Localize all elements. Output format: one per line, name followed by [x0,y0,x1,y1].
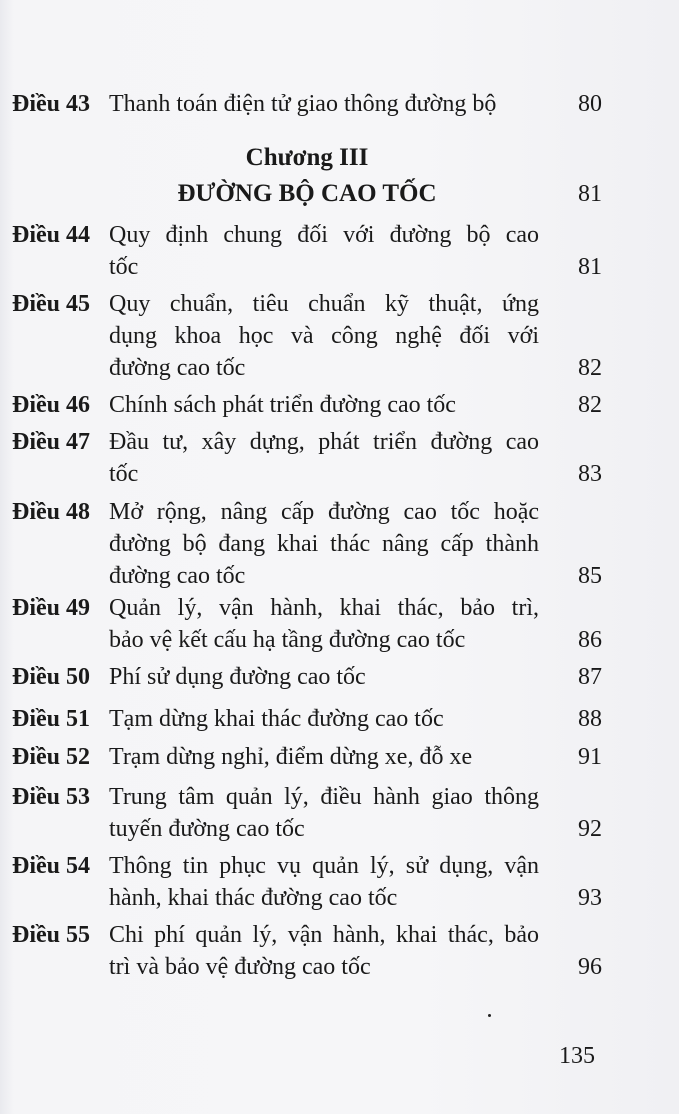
page-reference: 91 [578,744,602,770]
chapter-number: Chương III [245,144,369,171]
page-reference: 96 [578,954,602,980]
article-label: Điều 53 [12,784,90,810]
article-label: Điều 55 [12,922,90,948]
article-label: Điều 47 [12,429,90,455]
page-reference: 88 [578,706,602,732]
article-label: Điều 54 [12,853,90,879]
article-title: Mở rộng, nâng cấp đường cao tốc hoặc đường bộ đang khai thác nâng cấp thành đường cao tốc [109,499,539,589]
article-title: Thông tin phục vụ quản lý, sử dụng, vận hành, khai thác đường cao tốc [109,853,539,911]
article-title: Đầu tư, xây dựng, phát triển đường cao tốc [109,429,539,487]
article-title: Thanh toán điện tử giao thông đường bộ [109,91,497,117]
article-title: Tạm dừng khai thác đường cao tốc [109,706,444,732]
article-title: Chi phí quản lý, vận hành, khai thác, bảo trì và bảo vệ đường cao tốc [109,922,539,980]
chapter-title: ĐƯỜNG BỘ CAO TỐC [177,180,437,207]
article-label: Điều 45 [12,291,90,317]
page-reference: 82 [578,355,602,381]
chapter-page-reference: 81 [578,181,602,207]
article-title: Quy định chung đối với đường bộ cao tốc [109,222,539,280]
article-title: Quản lý, vận hành, khai thác, bảo trì, bảo vệ kết cấu hạ tầng đường cao tốc [109,595,539,653]
article-title: Trạm dừng nghỉ, điểm dừng xe, đỗ xe [109,744,473,770]
page-reference: 87 [578,664,602,690]
page-reference: 81 [578,254,602,280]
article-title: Quy chuẩn, tiêu chuẩn kỹ thuật, ứng dụng khoa học và công nghệ đối với đường cao tốc [109,291,539,381]
article-label: Điều 51 [12,706,90,732]
article-label: Điều 46 [12,392,90,418]
page-reference: 86 [578,627,602,653]
page-number: 135 [559,1043,595,1069]
article-label: Điều 43 [12,91,90,117]
article-label: Điều 50 [12,664,90,690]
page-reference: 83 [578,461,602,487]
article-label: Điều 49 [12,595,90,621]
article-label: Điều 44 [12,222,90,248]
article-label: Điều 48 [12,499,90,525]
page-reference: 85 [578,563,602,589]
page-reference: 92 [578,816,602,842]
page-reference: 93 [578,885,602,911]
article-label: Điều 52 [12,744,90,770]
article-title: Chính sách phát triển đường cao tốc [109,392,456,418]
article-title: Trung tâm quản lý, điều hành giao thông tuyến đường cao tốc [109,784,539,842]
page-reference: 80 [578,91,602,117]
article-title: Phí sử dụng đường cao tốc [109,664,366,690]
page-reference: 82 [578,392,602,418]
print-speck [488,1014,491,1017]
